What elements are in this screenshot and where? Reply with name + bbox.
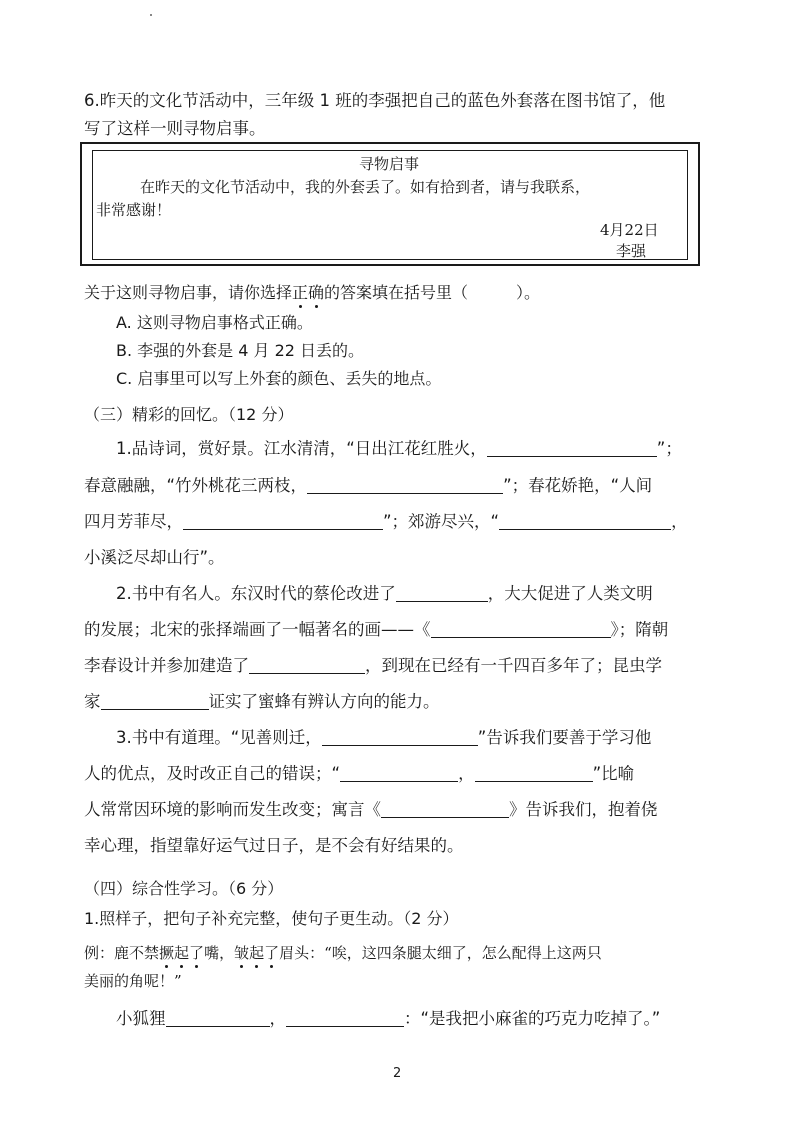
section3-heading: （三）精彩的回忆。（12 分） xyxy=(84,405,294,424)
example-line1: 例：鹿不禁撅起了嘴，皱起了眉头：“唉，这四条腿太细了，怎么配得上这两只 xyxy=(84,944,602,962)
s3q1-line3: 四月芳菲尽， ”；郊游尽兴，“ ， xyxy=(84,512,688,531)
s4q1-fill-line: 小狐狸 ， ：“是我把小麻雀的巧克力吃掉了。” xyxy=(116,1009,661,1028)
answer-blank[interactable] xyxy=(487,440,657,457)
example-line2: 美丽的角呢！” xyxy=(84,972,182,990)
answer-blank[interactable] xyxy=(101,693,209,710)
s3q2-line1: 2.书中有名人。东汉时代的蔡伦改进了 ，大大促进了人类文明 xyxy=(116,584,653,603)
section4-heading: （四）综合性学习。（6 分） xyxy=(84,879,284,898)
notice-title: 寻物启事 xyxy=(358,155,419,173)
notice-body-line2: 非常感谢！ xyxy=(96,201,172,219)
answer-blank[interactable] xyxy=(475,765,593,782)
answer-blank[interactable] xyxy=(249,657,365,674)
s3q1-line2: 春意融融，“竹外桃花三两枝， ”；春花娇艳，“人间 xyxy=(84,476,653,495)
s3q3-line4: 幸心理，指望靠好运气过日子，是不会有好结果的。 xyxy=(84,836,464,855)
s3q3-line2: 人的优点，及时改正自己的错误；“ ， ”比喻 xyxy=(84,764,635,783)
s4q1-instruction: 1.照样子，把句子补充完整，使句子更生动。（2 分） xyxy=(84,909,459,928)
option-b: B. 李强的外套是 4 月 22 日丢的。 xyxy=(116,341,365,360)
answer-blank[interactable] xyxy=(381,801,509,818)
answer-blank[interactable] xyxy=(307,477,503,494)
answer-blank[interactable] xyxy=(431,621,611,638)
answer-blank[interactable] xyxy=(499,513,671,530)
answer-blank[interactable] xyxy=(322,729,478,746)
answer-blank[interactable] xyxy=(396,585,488,602)
answer-blank[interactable] xyxy=(183,513,383,530)
s3q3-line1: 3.书中有道理。“见善则迁， ”告诉我们要善于学习他 xyxy=(116,728,652,747)
answer-blank[interactable] xyxy=(340,765,458,782)
notice-date: 4月22日 xyxy=(600,221,659,239)
s3q2-line3: 李春设计并参加建造了 ，到现在已经有一千四百多年了；昆虫学 xyxy=(84,656,662,675)
option-c: C. 启事里可以写上外套的颜色、丢失的地点。 xyxy=(116,369,442,388)
s3q2-line4: 家 证实了蜜蜂有辨认方向的能力。 xyxy=(84,692,440,711)
page-number: 2 xyxy=(393,1066,402,1081)
q6-question: 关于这则寻物启事，请你选择正确的答案填在括号里（ ）。 xyxy=(84,283,541,302)
s3q1-line1: 1.品诗词，赏好景。江水清清，“日出江花红胜火， ”； xyxy=(116,439,682,458)
notice-signer: 李强 xyxy=(616,242,647,260)
q6-line1: 6.昨天的文化节活动中，三年级 1 班的李强把自己的蓝色外套落在图书馆了，他 xyxy=(84,91,666,110)
s3q1-line4: 小溪泛尽却山行”。 xyxy=(84,548,225,567)
option-a: A. 这则寻物启事格式正确。 xyxy=(116,313,313,332)
scan-speck xyxy=(150,14,152,16)
answer-blank[interactable] xyxy=(166,1010,270,1027)
s3q3-line3: 人常常因环境的影响而发生改变；寓言《 》告诉我们，抱着侥 xyxy=(84,800,658,819)
s3q2-line2: 的发展；北宋的张择端画了一幅著名的画——《 》；隋朝 xyxy=(84,620,669,639)
notice-body-line1: 在昨天的文化节活动中，我的外套丢了。如有拾到者，请与我联系， xyxy=(140,178,591,196)
answer-blank[interactable] xyxy=(286,1010,404,1027)
q6-line2: 写了这样一则寻物启事。 xyxy=(84,119,266,138)
